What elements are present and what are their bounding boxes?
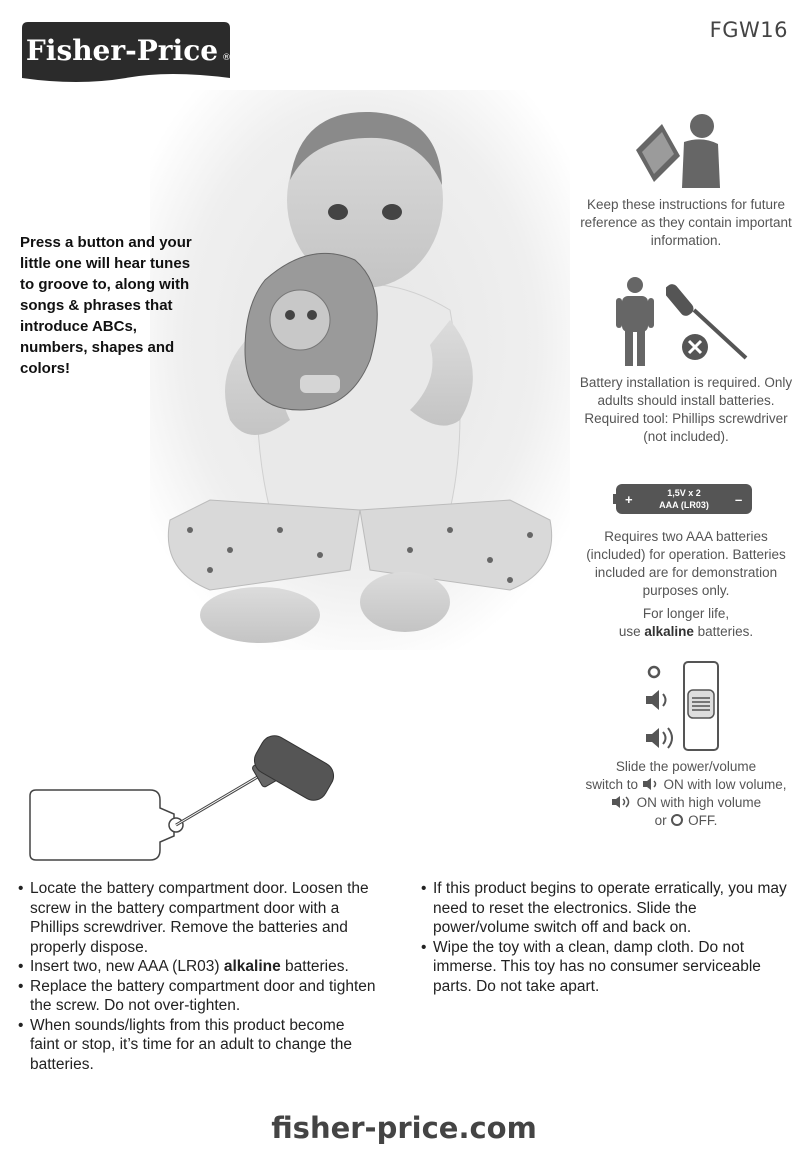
power-volume-switch-icon xyxy=(642,660,722,752)
use-text: use xyxy=(618,624,645,639)
battery-requirement-text: Requires two AAA batteries (included) for operation. Batteries included are for demonstration purposes only. xyxy=(586,529,786,598)
off-text: OFF. xyxy=(684,813,718,828)
high-volume-text: ON with high volume xyxy=(632,795,762,810)
adult-person-icon xyxy=(616,276,654,366)
alkaline-line xyxy=(575,623,797,641)
model-number: FGW16 xyxy=(709,18,788,42)
high-volume-icon xyxy=(611,795,633,809)
alkaline-bold: alkaline xyxy=(644,624,694,639)
baby-with-toy-photo xyxy=(150,90,570,650)
instructions-left-column xyxy=(18,879,378,1074)
switch-to-text: switch to xyxy=(585,777,642,792)
slide-line-3 xyxy=(575,794,797,812)
low-volume-text: ON with low volume, xyxy=(659,777,787,792)
screwdriver-icon xyxy=(666,280,752,364)
or-text: or xyxy=(654,813,671,828)
insert-text: Insert two, new AAA (LR03) xyxy=(30,958,224,975)
slide-line-2 xyxy=(575,776,797,794)
logo-registered: ® xyxy=(222,53,231,63)
list-item: • Wipe the toy with a clean, damp cloth. Do not immerse. This toy has no consumer serviceable parts. Do not take apart. xyxy=(421,938,791,997)
batteries-text: batteries. xyxy=(693,624,754,639)
switch-instructions xyxy=(575,758,797,830)
list-item: • When sounds/lights from this product become faint or stop, it’s time for an adult to change the batteries. xyxy=(18,1016,378,1075)
battery-minus: – xyxy=(735,492,743,507)
battery-label-voltage: 1,5V x 2 xyxy=(667,488,701,498)
longer-life-line: For longer life, xyxy=(642,606,730,621)
logo-text: Fisher-Price xyxy=(25,34,219,67)
fisher-price-logo xyxy=(18,18,234,86)
website-url[interactable]: fisher-price.com xyxy=(271,1111,537,1145)
list-item: • If this product begins to operate erratically, you may need to reset the electronics. Slide the power/volume switch off and back on. xyxy=(421,879,791,938)
battery-plus: + xyxy=(625,492,633,507)
list-item: • Locate the battery compartment door. Loosen the screw in the battery compartment door with a Phillips screwdriver. Remove the batteries and properly dispose. xyxy=(18,879,378,957)
low-volume-icon xyxy=(646,690,666,710)
instructions-right-column xyxy=(421,879,791,996)
battery-label-type: AAA (LR03) xyxy=(659,500,709,510)
list-item xyxy=(18,957,378,977)
battery-installation-text: Battery installation is required. Only adults should install batteries. Required tool: Phillips screwdriver (not included). xyxy=(579,375,793,444)
batteries-text: batteries. xyxy=(280,958,349,975)
battery-door-illustration xyxy=(28,706,378,866)
high-volume-icon xyxy=(646,728,672,748)
reading-person-icon xyxy=(632,112,724,190)
list-item: • Replace the battery compartment door and tighten the screw. Do not over-tighten. xyxy=(18,977,378,1016)
slide-line-4 xyxy=(575,812,797,830)
battery-icon xyxy=(613,483,755,515)
product-tagline: Press a button and your little one will hear tunes to groove to, along with songs & phrases that introduce ABCs, numbers, shapes and colors! xyxy=(20,234,192,377)
alkaline-note xyxy=(575,605,797,641)
off-circle-icon xyxy=(670,813,684,827)
x-circle-icon xyxy=(681,333,709,361)
keep-instructions-text: Keep these instructions for future reference as they contain important information. xyxy=(580,197,792,248)
alkaline-bold: alkaline xyxy=(223,958,281,975)
low-volume-icon xyxy=(642,777,660,791)
slide-line-1: Slide the power/volume xyxy=(615,759,757,774)
